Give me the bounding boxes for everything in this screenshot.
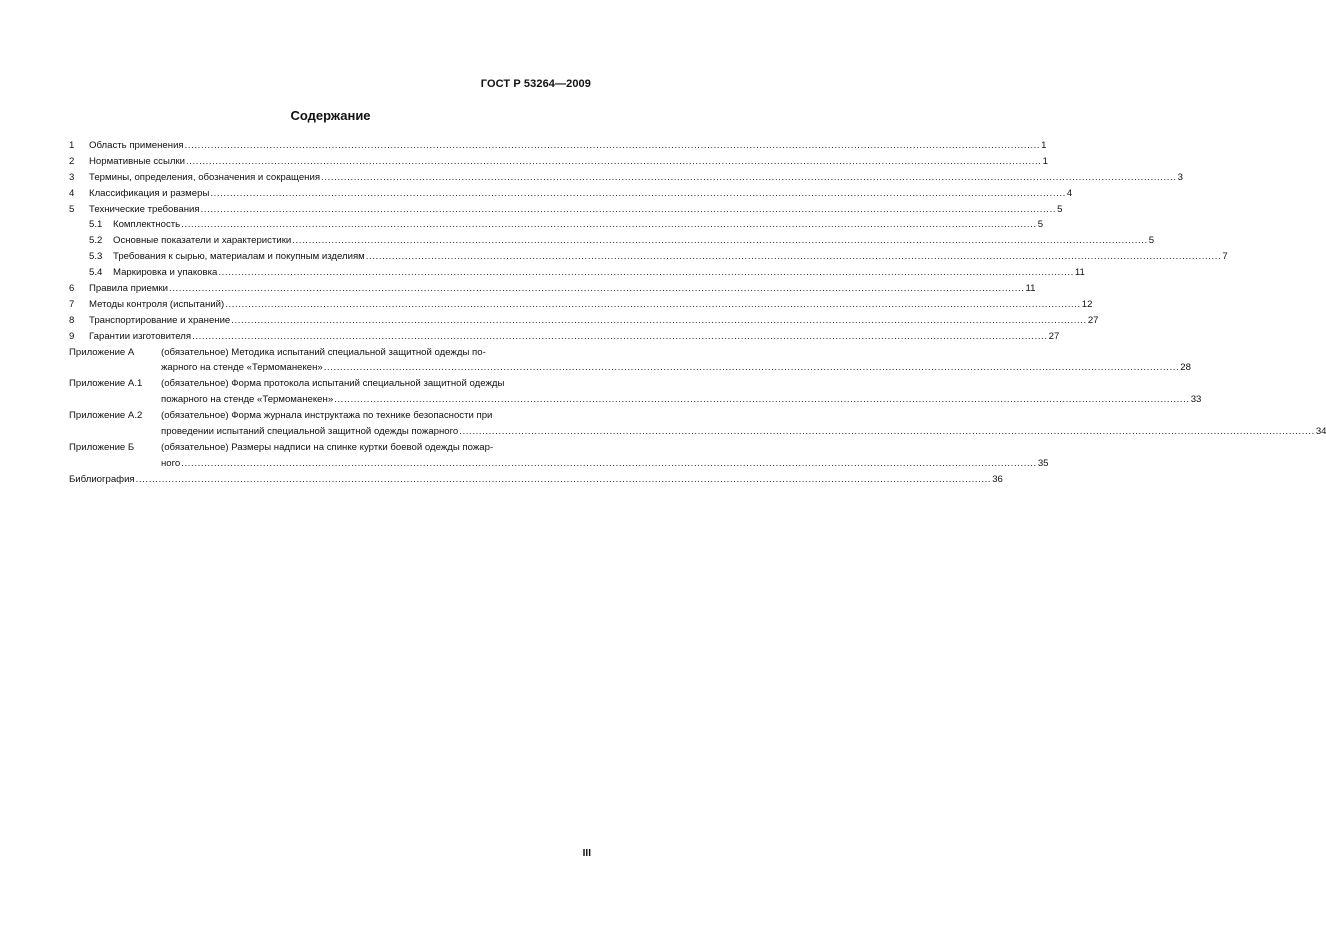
- toc-entry-number: 5.1: [89, 219, 103, 231]
- toc-appendix-entry[interactable]: [69, 376, 1202, 408]
- toc-entry-page: 7: [1222, 251, 1228, 263]
- toc-entry[interactable]: [69, 186, 1073, 202]
- toc-entry-title: Транспортирование и хранение: [89, 314, 231, 326]
- toc-leader-dots: [169, 281, 1025, 297]
- toc-entry-title: Методы контроля (испытаний): [89, 298, 225, 310]
- toc-entry-page: 4: [1066, 187, 1073, 199]
- toc-entry-number: 8: [69, 314, 75, 326]
- toc-entry-page: 36: [992, 473, 1003, 485]
- toc-leader-dots: [192, 329, 1048, 345]
- toc-leader-dots: [225, 297, 1081, 313]
- toc-appendix-entry[interactable]: [69, 345, 1191, 377]
- toc-leader-dots: [201, 202, 1057, 218]
- appendix-label: Приложение Б: [69, 441, 135, 453]
- toc-entry-number: 5.2: [89, 235, 103, 247]
- toc-entry-number: 3: [69, 171, 75, 183]
- toc-entry-title: Комплектность: [113, 219, 181, 231]
- toc-leader-dots: [210, 186, 1066, 202]
- toc-leader-dots: [181, 217, 1037, 233]
- appendix-label: Приложение А: [69, 346, 135, 358]
- toc-leader-dots: [324, 360, 1180, 376]
- toc-entry-page: 1: [1041, 139, 1047, 151]
- toc-entry-page: 28: [1180, 362, 1191, 374]
- toc-appendix-entry[interactable]: [69, 408, 1326, 440]
- toc-entry-page: 34: [1315, 426, 1326, 438]
- toc-entry-page: 5: [1148, 235, 1155, 247]
- toc-entry-title: Технические требования: [89, 203, 200, 215]
- appendix-label: Приложение А.2: [69, 410, 143, 422]
- toc-entry-number: 2: [69, 155, 75, 167]
- appendix-title-line2: проведении испытаний специальной защитной одежды пожарного: [161, 426, 459, 438]
- toc-entry-page: 3: [1177, 171, 1183, 183]
- toc-entry-number: 9: [69, 330, 75, 342]
- toc-entry-number: 7: [69, 298, 75, 310]
- toc-entry-page: 35: [1037, 457, 1049, 469]
- toc-entry-page: 5: [1057, 203, 1063, 215]
- toc-entry-title: Маркировка и упаковка: [113, 267, 218, 279]
- toc-entry-page: 11: [1074, 267, 1085, 279]
- toc-entry-title: Требования к сырью, материалам и покупным изделиям: [113, 251, 365, 263]
- toc-subentry[interactable]: [69, 217, 1044, 233]
- toc-leader-dots: [185, 138, 1041, 154]
- toc-entry-title: Термины, определения, обозначения и сокращения: [89, 171, 321, 183]
- appendix-title-line1: (обязательное) Методика испытаний специальной защитной одежды по-: [161, 346, 486, 358]
- toc-entry-title: Классификация и размеры: [89, 187, 210, 199]
- standard-header: ГОСТ Р 53264—2009: [480, 78, 591, 90]
- toc-entry-title: Гарантии изготовителя: [89, 330, 192, 342]
- appendix-title-line2: ного: [161, 457, 181, 469]
- toc-entry[interactable]: [69, 329, 1060, 345]
- toc-leader-dots: [334, 392, 1190, 408]
- toc-entry[interactable]: [69, 281, 1036, 297]
- toc-entry[interactable]: [69, 138, 1047, 154]
- toc-entry[interactable]: [69, 202, 1063, 218]
- toc-entry-title: Библиография: [69, 473, 135, 485]
- appendix-label: Приложение А.1: [69, 378, 143, 390]
- toc-leader-dots: [218, 265, 1074, 281]
- appendix-title-line2: жарного на стенде «Термоманекен»: [161, 362, 323, 374]
- toc-subentry[interactable]: [69, 249, 1228, 265]
- toc-entry-page: 11: [1025, 283, 1036, 294]
- appendix-title-line1: (обязательное) Размеры надписи на спинке куртки боевой одежды пожар-: [161, 441, 494, 453]
- toc-leader-dots: [292, 233, 1148, 249]
- toc-subentry[interactable]: [69, 265, 1085, 281]
- toc-entry-title: Основные показатели и характеристики: [113, 235, 292, 247]
- page-number: III: [582, 848, 591, 859]
- toc-entry-number: 5: [69, 203, 75, 215]
- toc-entry-number: 4: [69, 187, 75, 199]
- toc-entry-page: 12: [1081, 298, 1093, 310]
- toc-appendix-entry[interactable]: [69, 440, 1049, 472]
- table-of-contents: [69, 138, 1326, 488]
- toc-entry[interactable]: [69, 297, 1093, 313]
- toc-entry-number: 6: [69, 283, 75, 294]
- toc-entry-page: 1: [1042, 155, 1048, 167]
- toc-entry-title: Нормативные ссылки: [89, 155, 186, 167]
- toc-subentry[interactable]: [69, 233, 1155, 249]
- toc-entry-page: 33: [1190, 394, 1202, 406]
- toc-leader-dots: [181, 456, 1037, 472]
- toc-leader-dots: [186, 154, 1042, 170]
- toc-entry-title: Область применения: [89, 139, 184, 151]
- toc-entry-page: 27: [1087, 314, 1099, 326]
- toc-entry[interactable]: [69, 154, 1048, 170]
- toc-leader-dots: [321, 170, 1177, 186]
- toc-entry-number: 1: [69, 139, 75, 151]
- appendix-title-line2: пожарного на стенде «Термоманекен»: [161, 394, 334, 406]
- appendix-title-line1: (обязательное) Форма протокола испытаний специальной защитной одежды: [161, 378, 505, 390]
- toc-entry[interactable]: [69, 170, 1183, 186]
- toc-entry-page: 5: [1037, 219, 1044, 231]
- toc-entry-page: 27: [1048, 330, 1060, 342]
- toc-entry-title: Правила приемки: [89, 283, 168, 294]
- toc-entry[interactable]: [69, 313, 1099, 329]
- toc-leader-dots: [366, 249, 1222, 265]
- toc-entry-number: 5.4: [89, 267, 103, 279]
- toc-leader-dots: [459, 424, 1315, 440]
- toc-entry-number: 5.3: [89, 251, 103, 263]
- toc-leader-dots: [136, 472, 992, 488]
- toc-leader-dots: [231, 313, 1087, 329]
- toc-bibliography-entry[interactable]: [69, 472, 1003, 488]
- page-title: Содержание: [290, 108, 371, 123]
- appendix-title-line1: (обязательное) Форма журнала инструктажа по технике безопасности при: [161, 410, 493, 422]
